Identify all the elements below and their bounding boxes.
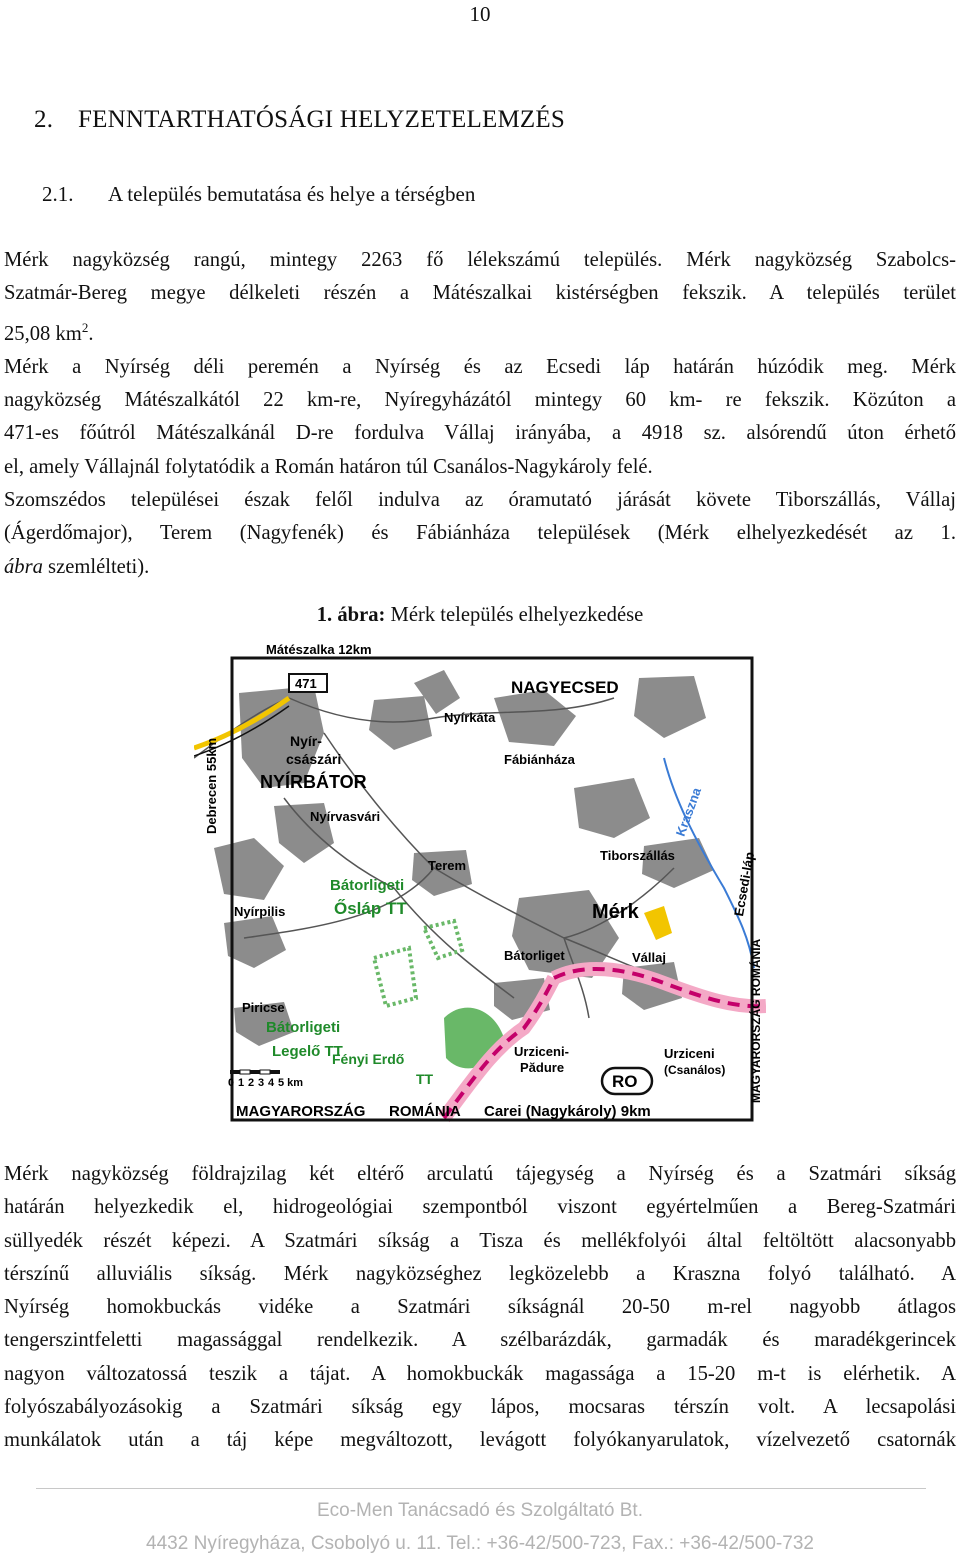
map-label-carei: Carei (Nagykároly) 9km <box>484 1103 651 1120</box>
map-label-fabianhaza: Fábiánháza <box>504 752 575 767</box>
scale-tick: 1 <box>238 1077 245 1089</box>
map-label-nyirbator: NYÍRBÁTOR <box>260 772 367 792</box>
text-line: Mérk nagyközség földrajzilag két eltérő arculatú tájegység a Nyírség és a Szatmári síkság <box>4 1163 956 1185</box>
map-label-nyirkata: Nyírkáta <box>444 710 496 725</box>
scale-tick: 3 <box>258 1077 265 1089</box>
text-line <box>4 551 956 584</box>
caption-text: Mérk település elhelyezkedése <box>385 604 644 626</box>
map-label-merk: Mérk <box>592 901 639 923</box>
footer-company: Eco-Men Tanácsadó és Szolgáltató Bt. <box>316 1500 643 1521</box>
map-label-ecsedi-lap: Ecsedi-láp <box>731 850 758 918</box>
text-line: 471-es főútról Mátészalkánál D-re fordulva Vállaj irányába, a 4918 sz. alsórendű úton érhető <box>4 422 956 445</box>
area-value: 25,08 km <box>4 322 82 345</box>
section-title: FENNTARTHATÓSÁGI HELYZETELEMZÉS <box>78 106 565 133</box>
subsection-number: 2.1. <box>42 182 74 206</box>
text-line: térszínű alluviális síkság. Mérk nagyközséghez legközelebb a Kraszna folyó található. A <box>4 1262 956 1285</box>
text-line: tengerszintfeletti magassággal rendelkezik. A szélbarázdák, garmadák és maradékgerincek <box>4 1329 956 1352</box>
map-label-romania-bottom: ROMÁNIA <box>389 1103 461 1120</box>
figure-ref: ábra <box>4 555 43 578</box>
text-line: (Ágerdőmajor), Terem (Nagyfenék) és Fábiánháza települések (Mérk elhelyezkedését az 1. <box>4 522 956 545</box>
map-label-batorligeti-oslap-2: Ősláp TT <box>334 899 407 918</box>
scale-tick: 5 km <box>278 1077 304 1089</box>
map-label-urziceni-padure-1: Urziceni- <box>514 1044 569 1059</box>
map-label-batorliget: Bátorliget <box>504 948 565 963</box>
map-label-batorligeti-oslap-1: Bátorligeti <box>330 877 405 894</box>
text-line: nagyközség Mátészalkától 22 km-re, Nyíregyházától mintegy 60 km- re fekszik. Közúton a <box>4 389 956 412</box>
map-label-urziceni-2: (Csanálos) <box>664 1063 726 1077</box>
map-label-terem: Terem <box>428 858 467 873</box>
text-line: Nyírség homokbuckás vidéke a Szatmári síkságnál 20-50 m-rel nagyobb átlagos <box>4 1296 956 1319</box>
text-line: süllyedék részét képezi. A Szatmári síkság a Tisza és mellékfolyói által feltöltött alacsonyabb <box>4 1229 956 1252</box>
text-line: Szatmár-Bereg megye délkeleti részén a Mátészalkai kistérségben fekszik. A település terület <box>4 282 956 305</box>
map-label-nyirpilis: Nyírpilis <box>234 904 286 919</box>
map-label-road471: 471 <box>295 676 317 691</box>
map-label-urziceni-1: Urziceni <box>664 1046 715 1061</box>
map-label-fenyi-erdo-1: Fényi Erdő <box>332 1051 405 1067</box>
map-label-batorligeti-legelo-2: Legelő TT <box>272 1043 343 1060</box>
scale-tick: 2 <box>248 1077 255 1089</box>
area-suffix: . <box>88 322 94 345</box>
text-line: Mérk nagyközség rangú, mintegy 2263 fő lélekszámú település. Mérk nagyközség Szabolcs- <box>4 249 956 271</box>
page-number: 10 <box>469 2 491 26</box>
section-heading <box>34 106 565 134</box>
map-label-nyircsaszari-2: császári <box>286 751 342 767</box>
text-line: Mérk a Nyírség déli peremén a Nyírség és az Ecsedi láp határán húzódik meg. Mérk <box>4 355 956 378</box>
map-label-nyirvasvari: Nyírvasvári <box>310 809 381 824</box>
scale-tick: 4 <box>268 1077 275 1089</box>
map-label-batorligeti-legelo-1: Bátorligeti <box>266 1019 341 1036</box>
area-superscript: 2 <box>81 319 89 335</box>
text-line: nagyon változatossá teszik a tájat. A homokbuckák magassága a 15-20 m-t is elérhetik. A <box>4 1362 956 1385</box>
map-label-magyarorszag-romania-vertical: MAGYARORSZÁG ROMÁNIA <box>749 938 763 1103</box>
intro-paragraph <box>4 244 956 584</box>
subsection-heading <box>42 182 475 207</box>
map-label-piricse: Piricse <box>242 1000 285 1015</box>
map-label-kraszna: Kraszna <box>672 785 705 839</box>
section-number: 2. <box>34 106 54 133</box>
map-label-tiborszallas: Tiborszállás <box>600 848 675 863</box>
map-label-vallaj: Vállaj <box>632 950 666 965</box>
text-line: munkálatok után a táj képe megváltozott, levágott folyókanyarulatok, vízelvezető csatornák <box>4 1429 956 1452</box>
text-line: Szomszédos települései észak felől indulva az óramutató járását követe Tiborszállás, Vállaj <box>4 488 956 511</box>
footer-divider <box>36 1488 926 1489</box>
text-line <box>4 311 956 351</box>
body-paragraph <box>4 1158 956 1458</box>
map-label-ro: RO <box>612 1072 638 1091</box>
map-label-urziceni-padure-2: Pădure <box>520 1060 565 1075</box>
figure-caption <box>0 604 960 627</box>
map-label-fenyi-erdo-2: TT <box>416 1071 434 1087</box>
scale-tick: 0 <box>228 1077 235 1089</box>
caption-label: 1. ábra: <box>316 604 386 626</box>
text-fragment: szemlélteti). <box>42 555 150 578</box>
text-line: el, amely Vállajnál folytatódik a Román határon túl Csanálos-Nagykároly felé. <box>4 455 653 478</box>
map-label-debrecen: Debrecen 55km <box>204 737 219 834</box>
map-label-magyarorszag-bottom: MAGYARORSZÁG <box>236 1103 366 1120</box>
map-label-nyircsaszari-1: Nyír- <box>290 733 322 749</box>
map-label-nagyecsed: NAGYECSED <box>511 678 619 697</box>
text-line: határán helyezkedik el, hidrogeológiai szempontból viszont egyértelműen a Bereg-Szatmári <box>4 1196 956 1219</box>
subsection-title: A település bemutatása és helye a térségben <box>108 182 476 206</box>
map-label-mateszalka: Mátészalka 12km <box>266 642 372 657</box>
location-map <box>194 638 766 1128</box>
footer-address: 4432 Nyíregyháza, Csobolyó u. 11. Tel.: +36-42/500-723, Fax.: +36-42/500-732 <box>146 1533 814 1554</box>
text-line: folyószabályozásokig a Szatmári síkság egy lápos, mocsaras térszín volt. A lecsapolási <box>4 1396 956 1419</box>
